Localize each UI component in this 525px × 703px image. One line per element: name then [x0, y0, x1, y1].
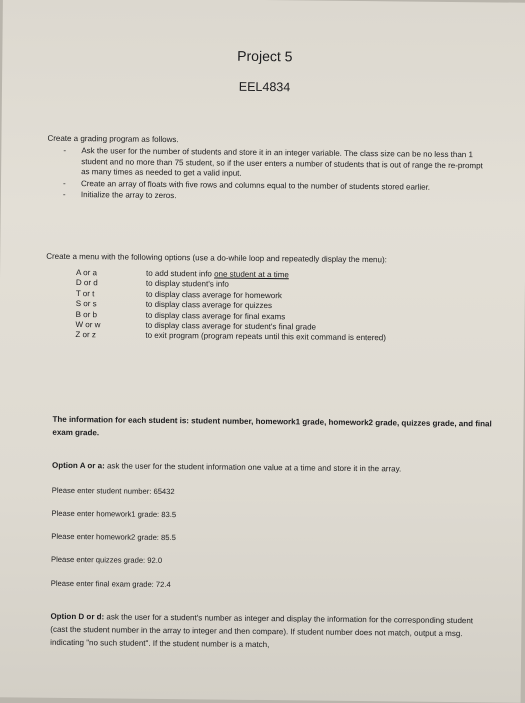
option-d-text: ask the user for a student's number as integer and display the information for the corresponding student (cast the student number in the array to integer and then compare). If student number does not match, output a msg. indicating "no such student". If the student number is a match,	[50, 612, 474, 650]
option-d-paragraph	[50, 610, 490, 654]
prompt-line: Please enter homework2 grade: 85.5	[51, 531, 176, 543]
menu-option-key: A or a	[76, 268, 98, 278]
menu-options-list	[75, 268, 386, 344]
menu-option-desc: to display class average for student's final grade	[145, 320, 317, 332]
menu-option-key: D or d	[75, 278, 98, 288]
menu-option-key: T or t	[75, 288, 95, 299]
course-code: EEL4834	[238, 79, 291, 95]
menu-option-key: W or w	[75, 320, 101, 330]
option-a-label: Option A or a:	[52, 460, 105, 471]
menu-option-desc: to display student's info	[145, 279, 229, 290]
menu-option-key: Z or z	[75, 330, 96, 340]
menu-option-row	[75, 330, 386, 344]
requirement-item: - Ask the user for the number of students and store it in an integer variable. The class size can be no less than 1 student and no more than 75 student, so if the user enters a number of students that is out of range the re-prompt as many times as needed to get a valid input.	[71, 146, 491, 182]
menu-option-key: B or b	[75, 309, 98, 319]
prompt-line: Please enter homework1 grade: 83.5	[51, 508, 177, 520]
option-a-paragraph	[52, 461, 401, 474]
menu-option-key: S or s	[75, 299, 97, 309]
prompt-line: Please enter student number: 65432	[51, 485, 175, 497]
menu-option-desc: to add student info one student at a time	[146, 268, 289, 280]
option-d-label: Option D or d:	[50, 611, 105, 622]
menu-option-desc: to display class average for quizzes	[145, 299, 273, 311]
requirements-list	[71, 146, 492, 206]
menu-option-desc: to exit program (program repeats until this exit command is entered)	[145, 331, 386, 343]
menu-intro-text: Create a menu with the following options (use a do-while loop and repeatedly display the menu):	[46, 251, 387, 265]
requirement-item: - Create an array of floats with five rows and columns equal to the number of students stored earlier.	[71, 178, 491, 193]
intro-text: Create a grading program as follows.	[47, 133, 179, 145]
prompt-line: Please enter final exam grade: 72.4	[50, 578, 171, 590]
menu-option-desc: to display class average for final exams	[145, 310, 286, 321]
option-a-text: ask the user for the student information one value at a time and store it in the array.	[104, 461, 402, 474]
page-title: Project 5	[237, 47, 293, 65]
requirement-item: - Initialize the array to zeros.	[71, 190, 491, 205]
menu-option-desc: to display class average for homework	[145, 289, 282, 301]
prompt-line: Please enter quizzes grade: 92.0	[51, 554, 163, 565]
student-info-description: The information for each student is: student number, homework1 grade, homework2 grade, quizzes grade, and final exam grade.	[52, 414, 492, 438]
underlined-phrase: one student at a time	[214, 269, 289, 280]
